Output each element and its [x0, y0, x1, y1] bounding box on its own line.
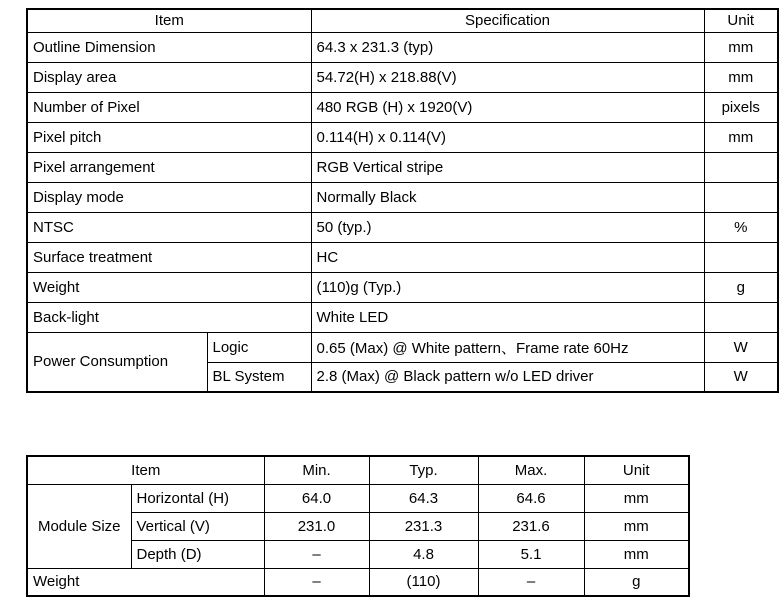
header-max: Max. [478, 456, 584, 484]
item-cell: Pixel arrangement [27, 152, 311, 182]
item-cell: Weight [27, 272, 311, 302]
table-header-row [27, 9, 778, 32]
spec-cell: 64.3 x 231.3 (typ) [311, 32, 704, 62]
unit-cell: mm [704, 62, 778, 92]
unit-cell: mm [584, 512, 689, 540]
header-unit: Unit [704, 9, 778, 32]
table-row [27, 242, 778, 272]
typ-cell: 4.8 [369, 540, 478, 568]
general-spec-table [26, 8, 779, 393]
unit-cell [704, 242, 778, 272]
typ-cell: 64.3 [369, 484, 478, 512]
header-item: Item [27, 9, 311, 32]
table-row [27, 152, 778, 182]
table-header-row [27, 456, 689, 484]
sub-item-cell: BL System [207, 362, 311, 392]
item-cell: Back-light [27, 302, 311, 332]
item-cell: Display area [27, 62, 311, 92]
typ-cell: (110) [369, 568, 478, 596]
spec-cell: 50 (typ.) [311, 212, 704, 242]
typ-cell: 231.3 [369, 512, 478, 540]
table-row [27, 302, 778, 332]
table-row [27, 122, 778, 152]
table-row-weight [27, 568, 689, 596]
table-row-horizontal [27, 484, 689, 512]
unit-cell [704, 152, 778, 182]
unit-cell: g [584, 568, 689, 596]
spec-cell: 54.72(H) x 218.88(V) [311, 62, 704, 92]
unit-cell [704, 182, 778, 212]
unit-cell: W [704, 362, 778, 392]
unit-cell: mm [704, 32, 778, 62]
min-cell: 64.0 [264, 484, 369, 512]
unit-cell [704, 302, 778, 332]
spec-cell: 0.114(H) x 0.114(V) [311, 122, 704, 152]
spec-cell: 2.8 (Max) @ Black pattern w/o LED driver [311, 362, 704, 392]
spec-cell: Normally Black [311, 182, 704, 212]
sub-item-cell: Horizontal (H) [131, 484, 264, 512]
min-cell: – [264, 540, 369, 568]
unit-cell: pixels [704, 92, 778, 122]
header-min: Min. [264, 456, 369, 484]
power-consumption-group-cell: Power Consumption [27, 332, 207, 392]
header-specification: Specification [311, 9, 704, 32]
min-cell: – [264, 568, 369, 596]
table-row [27, 212, 778, 242]
spec-cell: HC [311, 242, 704, 272]
unit-cell: mm [584, 484, 689, 512]
item-cell: Weight [27, 568, 264, 596]
module-size-group-cell: Module Size [27, 484, 131, 568]
item-cell: Surface treatment [27, 242, 311, 272]
table-row [27, 182, 778, 212]
table-row [27, 272, 778, 302]
spec-cell: 0.65 (Max) @ White pattern、Frame rate 60Hz [311, 332, 704, 362]
item-cell: Outline Dimension [27, 32, 311, 62]
dimension-table [26, 455, 690, 597]
table-row-power-logic [27, 332, 778, 362]
table-row [27, 92, 778, 122]
unit-cell: g [704, 272, 778, 302]
spec-cell: (110)g (Typ.) [311, 272, 704, 302]
table-row [27, 62, 778, 92]
sub-item-cell: Depth (D) [131, 540, 264, 568]
sub-item-cell: Logic [207, 332, 311, 362]
item-cell: Display mode [27, 182, 311, 212]
spec-cell: 480 RGB (H) x 1920(V) [311, 92, 704, 122]
min-cell: 231.0 [264, 512, 369, 540]
unit-cell: W [704, 332, 778, 362]
unit-cell: % [704, 212, 778, 242]
unit-cell: mm [704, 122, 778, 152]
max-cell: – [478, 568, 584, 596]
spec-cell: White LED [311, 302, 704, 332]
unit-cell: mm [584, 540, 689, 568]
sub-item-cell: Vertical (V) [131, 512, 264, 540]
header-typ: Typ. [369, 456, 478, 484]
item-cell: NTSC [27, 212, 311, 242]
item-cell: Pixel pitch [27, 122, 311, 152]
header-unit: Unit [584, 456, 689, 484]
item-cell: Number of Pixel [27, 92, 311, 122]
table-row [27, 32, 778, 62]
max-cell: 64.6 [478, 484, 584, 512]
header-item: Item [27, 456, 264, 484]
max-cell: 231.6 [478, 512, 584, 540]
max-cell: 5.1 [478, 540, 584, 568]
spec-cell: RGB Vertical stripe [311, 152, 704, 182]
